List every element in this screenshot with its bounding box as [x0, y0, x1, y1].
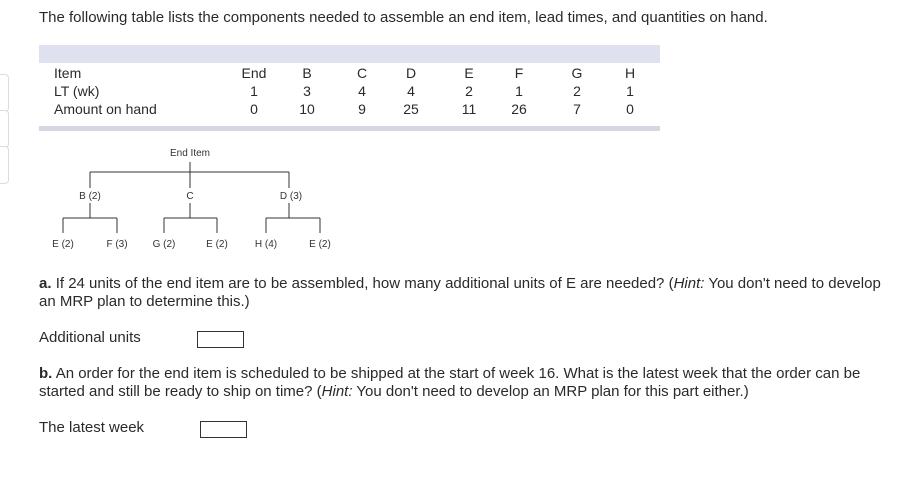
question-b-text-2: You don't need to develop an MRP plan for this part either.)	[352, 383, 749, 400]
question-a	[39, 275, 889, 311]
table-cell-lt: 1	[250, 83, 258, 99]
question-b-text-1: An order for the end item is scheduled to be shipped at the start of week 16. What is the latest week that the order can be started and still be ready to ship on time? (	[39, 365, 861, 400]
tree-node-d: D (3)	[279, 191, 303, 202]
table-cell-lt: 1	[626, 83, 634, 99]
table-cell-on-hand: 0	[626, 101, 634, 117]
answer-a-label: Additional units	[39, 329, 141, 346]
tree-node-e-under-d: E (2)	[309, 239, 331, 250]
additional-units-input[interactable]	[197, 331, 244, 348]
question-b-label: b.	[39, 365, 53, 382]
question-a-text-2: You don't need to develop an MRP plan to determine this.)	[39, 275, 881, 310]
table-cell-on-hand: 25	[403, 101, 419, 117]
table-cell-item: D	[405, 65, 417, 81]
table-cell-item: B	[302, 65, 312, 81]
latest-week-input[interactable]	[200, 421, 247, 438]
tree-node-h: H (4)	[254, 239, 278, 250]
table-cell-on-hand: 7	[573, 101, 581, 117]
table-cell-lt: 3	[303, 83, 311, 99]
table-footer-bar	[39, 126, 660, 131]
answer-b-label: The latest week	[39, 419, 145, 436]
table-cell-lt: 2	[465, 83, 473, 99]
table-cell-lt: 4	[358, 83, 366, 99]
question-a-text-1: If 24 units of the end item are to be assembled, how many additional units of E are needed? (	[55, 275, 674, 292]
table-cell-on-hand: 11	[461, 101, 477, 117]
tree-node-f: F (3)	[106, 239, 128, 250]
table-cell-on-hand: 0	[250, 101, 258, 117]
tree-node-root: End Item	[169, 148, 211, 159]
components-table	[39, 45, 660, 131]
row-label-item: Item	[54, 65, 82, 81]
table-cell-on-hand: 10	[299, 101, 315, 117]
question-a-label: a.	[39, 275, 52, 292]
tree-node-g: G (2)	[152, 239, 176, 250]
row-label-lt: LT (wk)	[54, 83, 100, 99]
tree-node-b: B (2)	[79, 191, 101, 202]
table-cell-item: C	[356, 65, 368, 81]
product-structure-tree	[40, 142, 340, 254]
table-cell-lt: 4	[407, 83, 415, 99]
question-a-hint: Hint:	[673, 275, 705, 292]
side-tab-2[interactable]	[0, 110, 9, 148]
table-cell-item: E	[464, 65, 474, 81]
question-b	[39, 365, 889, 401]
tree-node-e-under-c: E (2)	[206, 239, 228, 250]
tree-node-e-under-b: E (2)	[52, 239, 74, 250]
question-b-hint: Hint:	[321, 383, 353, 400]
table-cell-item: G	[571, 65, 583, 81]
table-header-bar	[39, 45, 660, 63]
table-cell-lt: 1	[515, 83, 523, 99]
table-cell-on-hand: 9	[358, 101, 366, 117]
side-tab-3[interactable]	[0, 146, 9, 184]
table-cell-on-hand: 26	[511, 101, 527, 117]
side-tab-1[interactable]	[0, 74, 9, 112]
table-cell-item: F	[514, 65, 524, 81]
table-cell-item: H	[624, 65, 636, 81]
table-cell-lt: 2	[573, 83, 581, 99]
intro-text: The following table lists the components needed to assemble an end item, lead times, and quantities on hand.	[39, 9, 768, 26]
table-cell-item: End	[241, 65, 267, 81]
row-label-on-hand: Amount on hand	[54, 101, 157, 117]
tree-node-c: C	[186, 191, 194, 202]
